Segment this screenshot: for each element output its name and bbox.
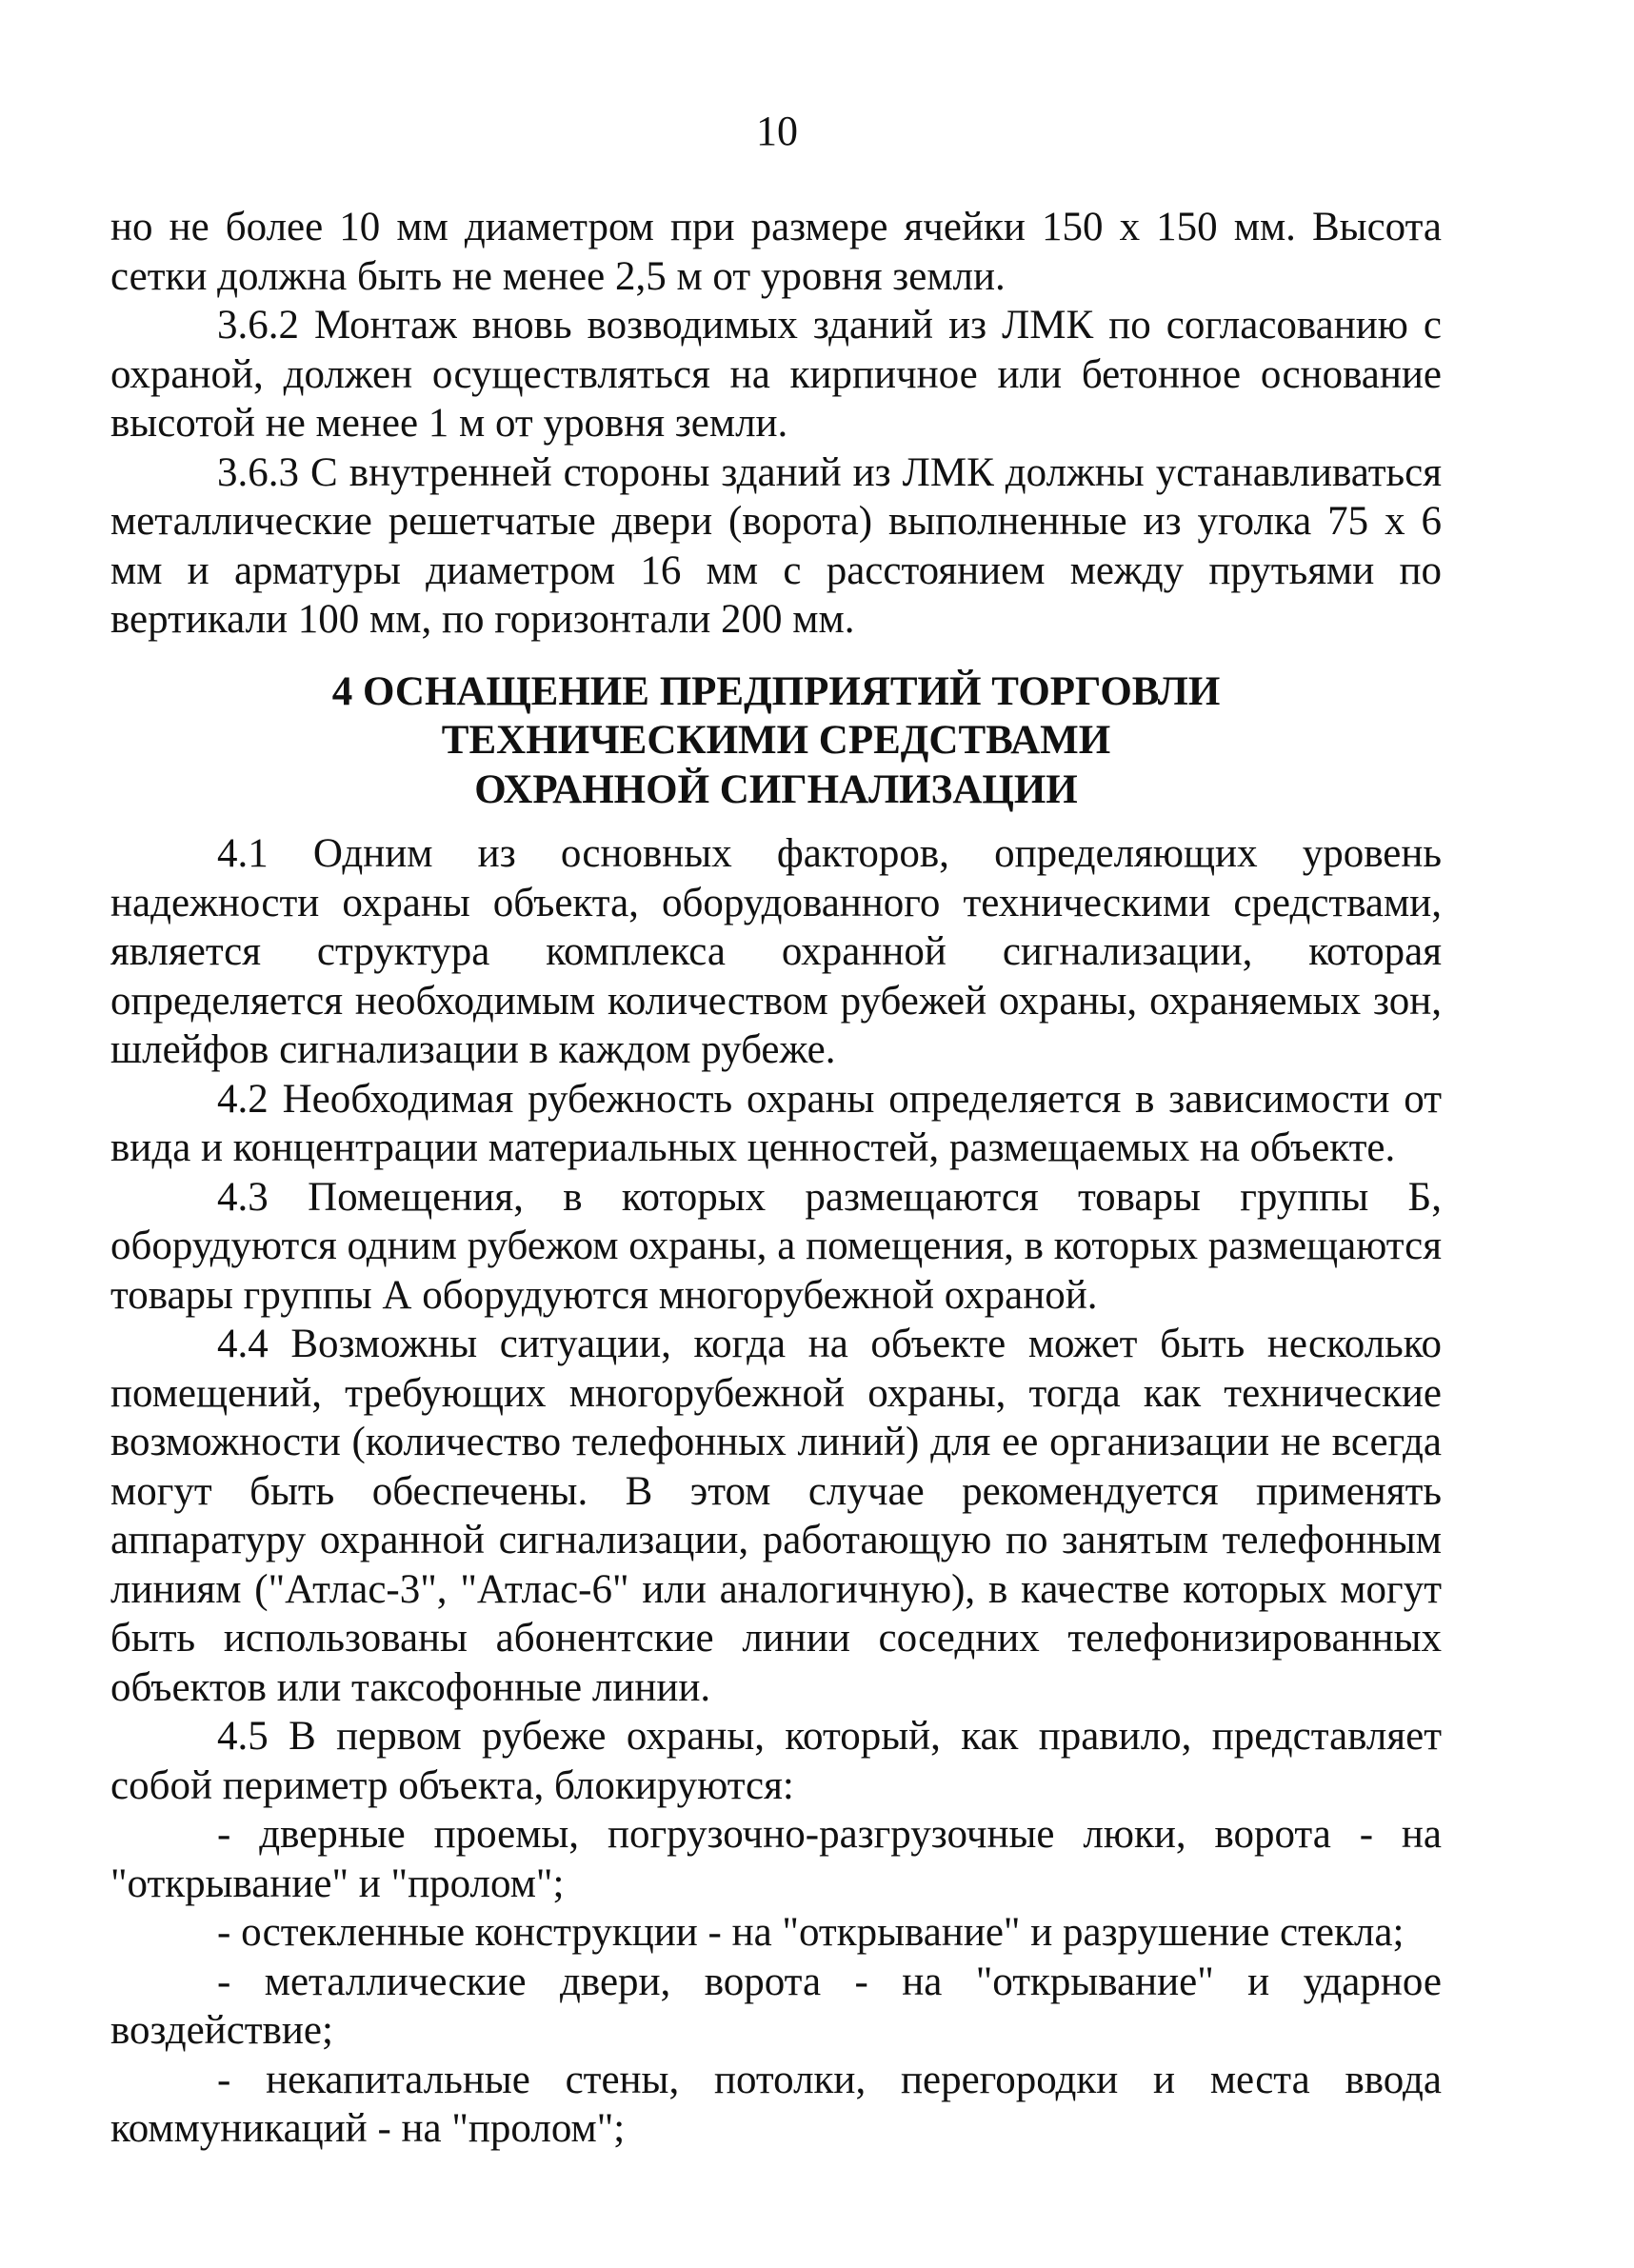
paragraph-continuation: но не более 10 мм диаметром при размере ячейки 150 х 150 мм. Высота сетки должна быть не менее 2,5 м от уровня земли.: [110, 205, 1442, 299]
page-number: 10: [756, 108, 798, 154]
paragraph-4-1: 4.1 Одним из основных факторов, определяющих уровень надежности охраны объекта, оборудованного техническими средствами, является структура комплекса охранной сигнализации, которая определяется необходимым количеством рубежей охраны, охраняемых зон, шлейфов сигнализации в каждом рубеже.: [110, 831, 1442, 1072]
paragraph-4-5: 4.5 В первом рубеже охраны, который, как правило, представляет собой периметр объекта, блокируются:: [110, 1714, 1442, 1808]
paragraph-3-6-2: 3.6.2 Монтаж вновь возводимых зданий из ЛМК по согласованию с охраной, должен осуществляться на кирпичное или бетонное основание высотой не менее 1 м от уровня земли.: [110, 303, 1442, 446]
list-item: - остекленные конструкции - на "открывание" и разрушение стекла;: [217, 1910, 1405, 1955]
blocking-list: [110, 1810, 1442, 2154]
spacer: [110, 814, 1442, 829]
section-heading-line-3: ОХРАННОЙ СИГНАЛИЗАЦИИ: [474, 766, 1078, 812]
list-item: - дверные проемы, погрузочно-разгрузочные люки, ворота - на "открывание" и "пролом";: [110, 1812, 1442, 1906]
list-item: - металлические двери, ворота - на "открывание" и ударное воздействие;: [110, 1959, 1442, 2053]
section-heading-line-2: ТЕХНИЧЕСКИМИ СРЕДСТВАМИ: [441, 718, 1111, 763]
list-item: - некапитальные стены, потолки, перегородки и места ввода коммуникаций - на "пролом";: [110, 2057, 1442, 2151]
page-content: [110, 203, 1442, 2154]
paragraph-4-4: 4.4 Возможны ситуации, когда на объекте может быть несколько помещений, требующих многорубежной охраны, тогда как технические возможности (количество телефонных линий) для ее организации не всегда могут быть обеспечены. В этом случае рекомендуется применять аппаратуру охранной сигнализации, работающую по занятым телефонным линиям ("Атлас-3", "Атлас-6" или аналогичную), в качестве которых могут быть использованы абонентские линии соседних телефонизированных объектов или таксофонные линии.: [110, 1322, 1442, 1710]
section-heading-line-1: 4 ОСНАЩЕНИЕ ПРЕДПРИЯТИЙ ТОРГОВЛИ: [331, 668, 1221, 714]
section-heading: [110, 667, 1442, 815]
paragraph-4-2: 4.2 Необходимая рубежность охраны определяется в зависимости от вида и концентрации материальных ценностей, размещаемых на объекте.: [110, 1076, 1442, 1170]
paragraph-3-6-3: 3.6.3 С внутренней стороны зданий из ЛМК должны устанавливаться металлические решетчатые двери (ворота) выполненные из уголка 75 х 6 мм и арматуры диаметром 16 мм с расстоянием между прутьями по вертикали 100 мм, по горизонтали 200 мм.: [110, 449, 1442, 642]
spacer: [110, 645, 1442, 667]
paragraph-4-3: 4.3 Помещения, в которых размещаются товары группы Б, оборудуются одним рубежом охраны, а помещения, в которых размещаются товары группы А оборудуются многорубежной охраной.: [110, 1174, 1442, 1318]
